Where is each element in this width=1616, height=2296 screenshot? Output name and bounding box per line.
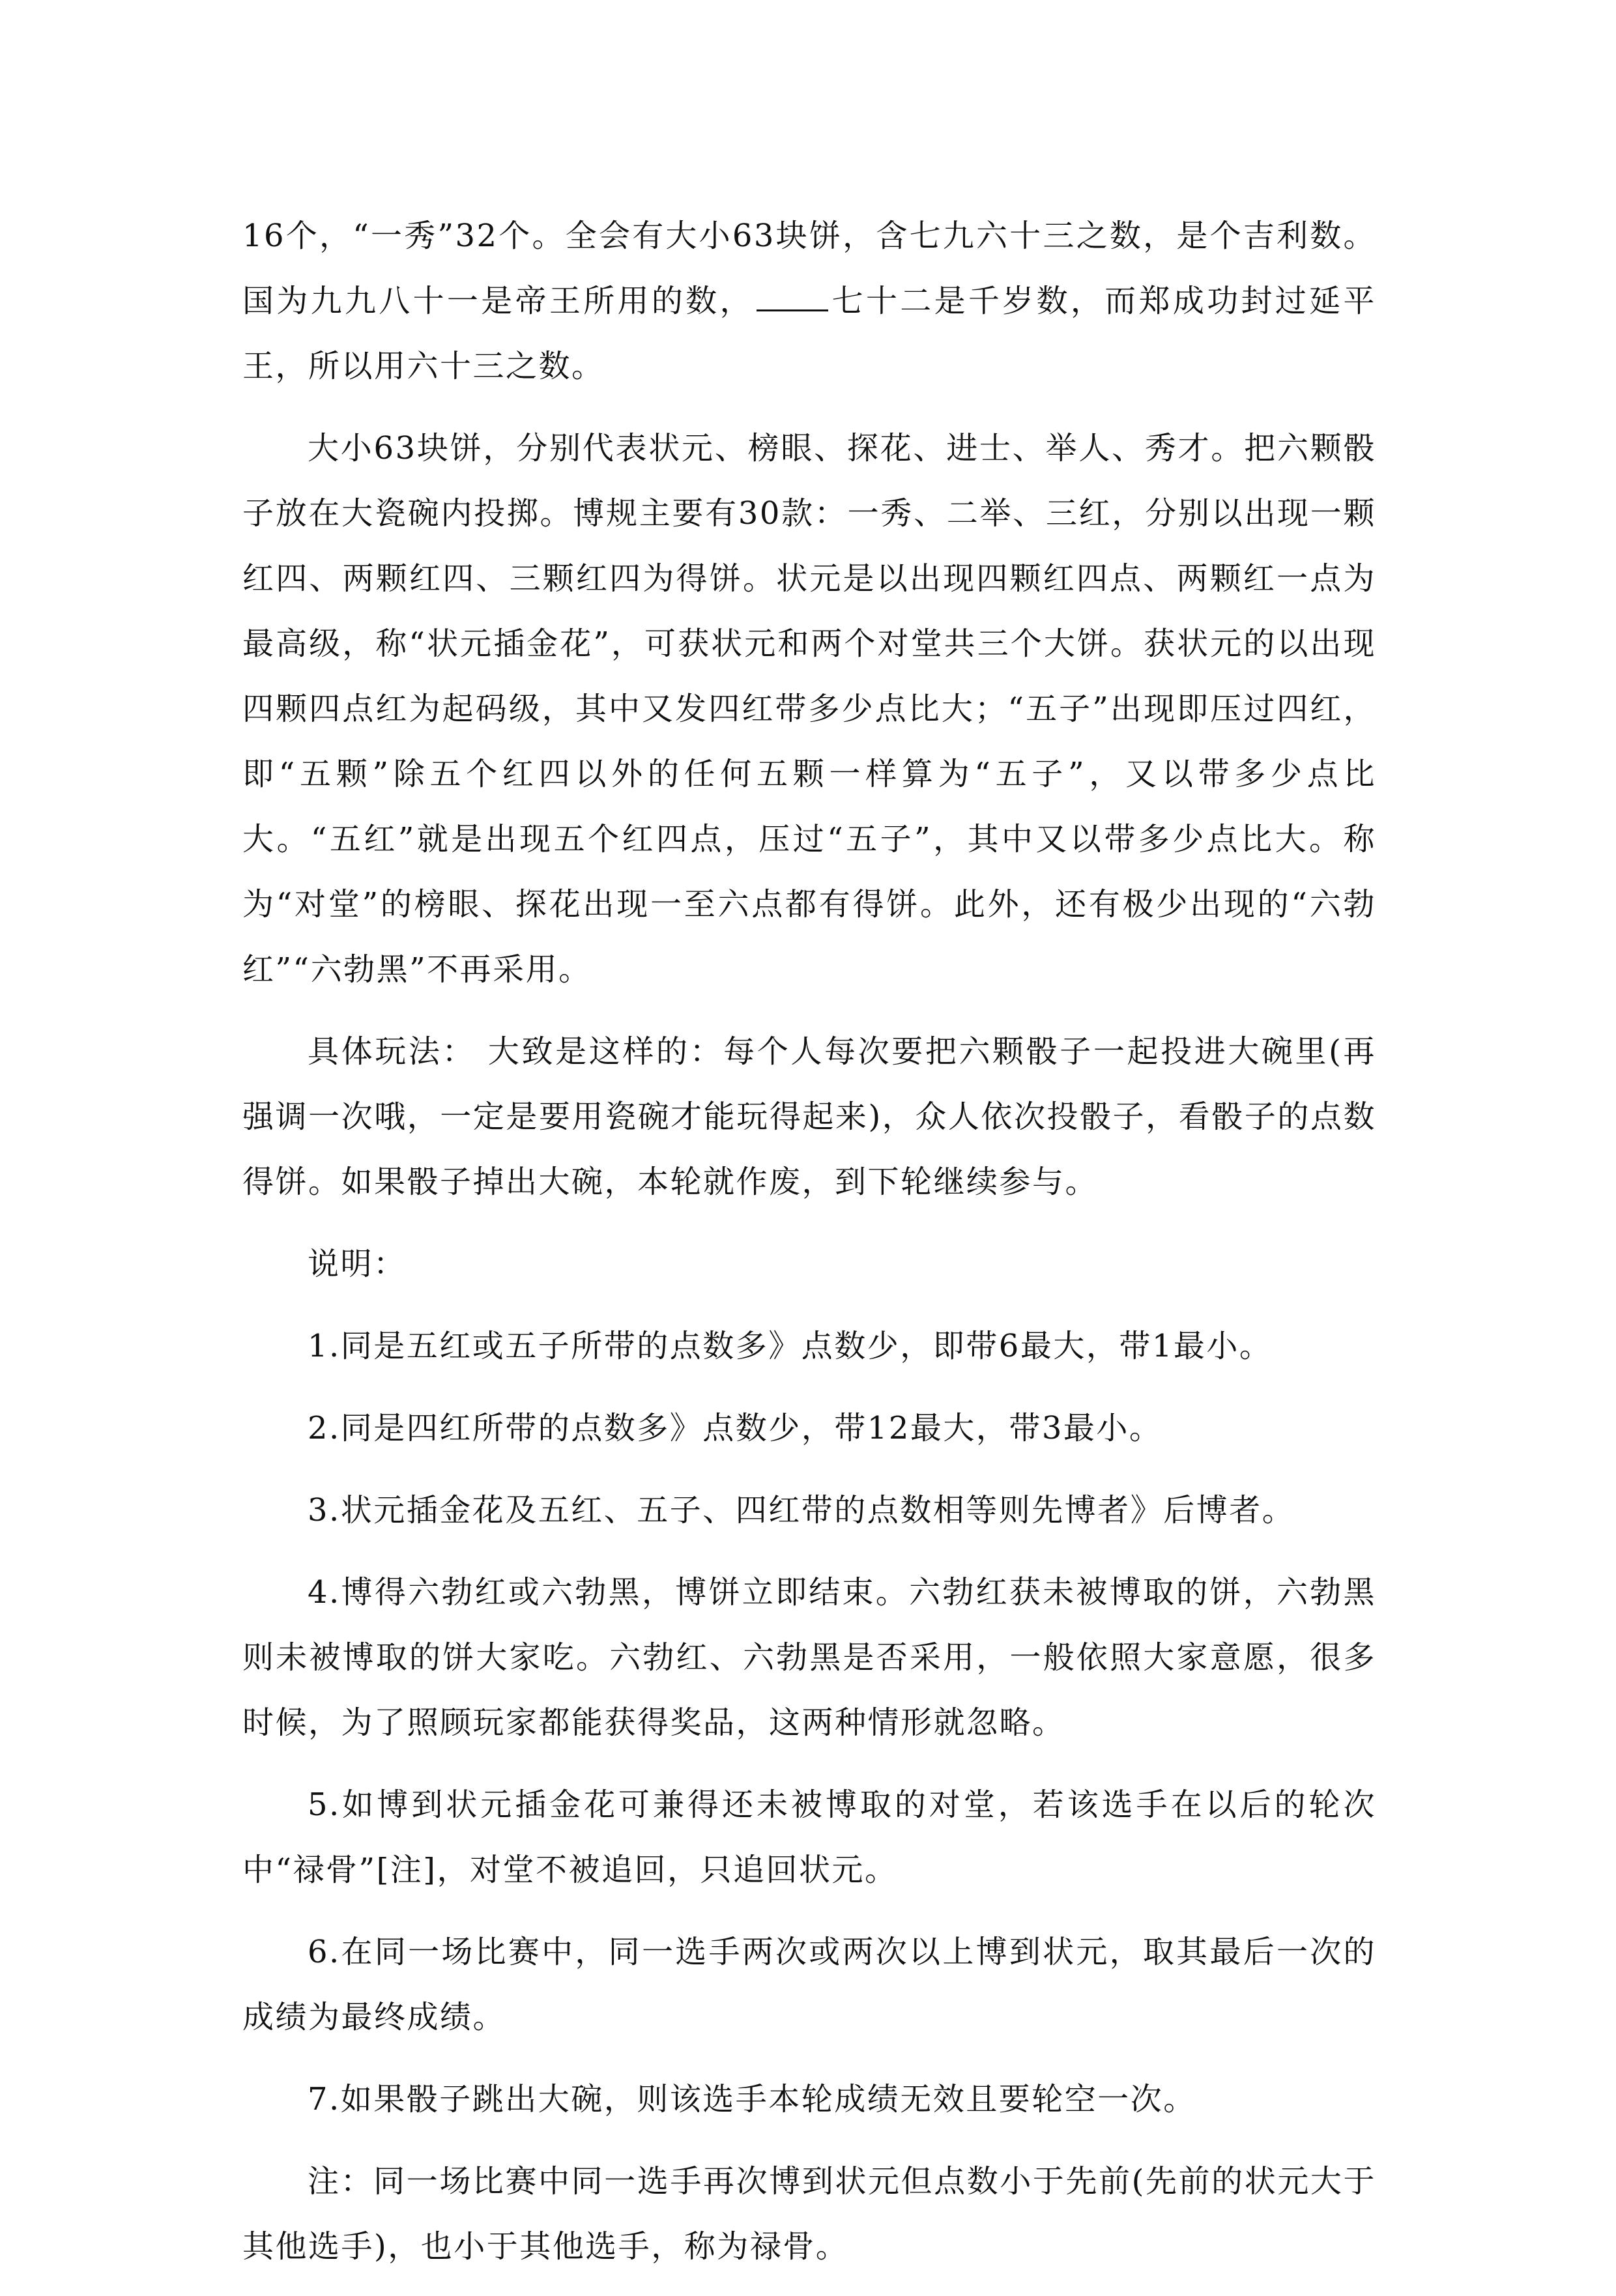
paragraph-rules-overview: 大小63块饼，分别代表状元、榜眼、探花、进士、举人、秀才。把六颗骰子放在大瓷碗内投掷。博规主要有30款：一秀、二举、三红，分别以出现一颗红四、两颗红四、三颗红四为得饼。状元是以出现四颗红四点、两颗红一点为最高级，称“状元插金花”，可获状元和两个对堂共三个大饼。获状元的以出现四颗四点红为起码级，其中又发四红带多少点比大；“五子”出现即压过四红，即“五颗”除五个红四以外的任何五颗一样算为“五子”，又以带多少点比大。“五红”就是出现五个红四点，压过“五子”，其中又以带多少点比大。称为“对堂”的榜眼、探花出现一至六点都有得饼。此外，还有极少出现的“六勃红”“六勃黑”不再采用。 [242,430,1376,988]
paragraph-how-to-play: 具体玩法： 大致是这样的：每个人每次要把六颗骰子一起投进大碗里(再强调一次哦，一定是要用瓷碗才能玩得起来)，众人依次投骰子，看骰子的点数得饼。如果骰子掉出大碗，本轮就作废，到下轮继续参与。 [242,1033,1376,1200]
rule-item-3: 3.状元插金花及五红、五子、四红带的点数相等则先博者》后博者。 [308,1492,1295,1528]
rule-item-2: 2.同是四红所带的点数多》点数少，带12最大，带3最小。 [308,1410,1162,1446]
rule-item-1: 1.同是五红或五子所带的点数多》点数少，即带6最大，带1最小。 [308,1328,1273,1364]
paragraph-cake-count [242,203,1376,399]
rule-item-4: 4.博得六勃红或六勃黑，博饼立即结束。六勃红获未被博取的饼，六勃黑则未被博取的饼大家吃。六勃红、六勃黑是否采用，一般依照大家意愿，很多时候，为了照顾玩家都能获得奖品，这两种情形就忽略。 [242,1574,1376,1741]
footnote: 注：同一场比赛中同一选手再次博到状元但点数小于先前(先前的状元大于其他选手)，也小于其他选手，称为禄骨。 [242,2163,1376,2265]
paragraph-notes-heading: 说明： [308,1246,407,1282]
rule-item-6: 6.在同一场比赛中，同一选手两次或两次以上博到状元，取其最后一次的成绩为最终成绩。 [242,1934,1376,2035]
paragraph-cake-count-part1: 16个，“一秀”32个。全会有大小63块饼，含七九六十三之数，是个吉利数。国为九九八十一是帝王所用的数， [242,218,1376,319]
fill-in-blank [757,283,828,311]
rule-item-5: 5.如博到状元插金花可兼得还未被博取的对堂，若该选手在以后的轮次中“禄骨”[注]，对堂不被追回，只追回状元。 [242,1787,1376,1888]
paragraph-cake-count-part2: 七十二是千岁数，而郑成功封过延平王，所以用六十三之数。 [242,283,1376,384]
rule-item-7: 7.如果骰子跳出大碗，则该选手本轮成绩无效且要轮空一次。 [308,2081,1196,2117]
document-body [242,203,1376,2296]
